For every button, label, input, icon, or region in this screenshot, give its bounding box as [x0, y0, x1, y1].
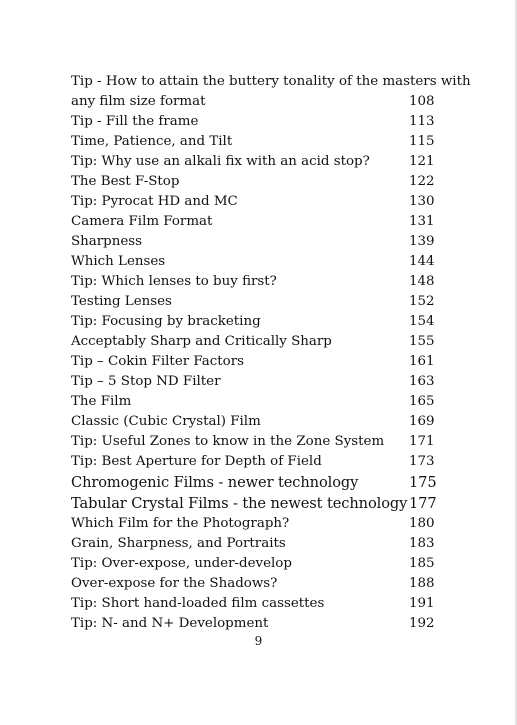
- toc-entry-page: 155: [409, 334, 435, 349]
- toc-entry[interactable]: [71, 594, 451, 614]
- toc-entry-page: 175: [409, 474, 437, 491]
- toc-entry-page: 113: [409, 114, 435, 129]
- toc-entry-title: Camera Film Format: [71, 214, 213, 229]
- toc-entry-title: Sharpness: [71, 234, 143, 249]
- toc-entry-title: Testing Lenses: [71, 294, 172, 309]
- toc-entry-title: Tip: Which lenses to buy first?: [71, 274, 277, 289]
- toc-entry-title: Tip: Short hand-loaded film cassettes: [71, 596, 325, 611]
- toc-entry[interactable]: [71, 192, 451, 212]
- toc-entry[interactable]: [71, 554, 451, 574]
- toc-entry-title: Tip – 5 Stop ND Filter: [71, 374, 221, 389]
- toc-entry-page: 148: [409, 274, 435, 289]
- toc-entry-title: The Best F-Stop: [71, 174, 180, 189]
- toc-entry-title: Grain, Sharpness, and Portraits: [71, 536, 286, 551]
- toc-entry[interactable]: [71, 212, 451, 232]
- toc-entry-page: 131: [409, 214, 435, 229]
- toc-entry[interactable]: [71, 172, 451, 192]
- toc-entry-title: Tabular Crystal Films - the newest technology: [71, 495, 408, 512]
- toc-entry-title: Which Film for the Photograph?: [71, 516, 290, 531]
- toc-entry-page: 169: [409, 414, 435, 429]
- toc-entry-page: 165: [409, 394, 435, 409]
- toc-entry[interactable]: [71, 92, 451, 112]
- toc-entry-page: 139: [409, 234, 435, 249]
- toc-entry-title: Tip: Over-expose, under-develop: [71, 556, 292, 571]
- toc-entry-page: 185: [409, 556, 435, 571]
- toc-entry[interactable]: [71, 412, 451, 432]
- toc-entry[interactable]: [71, 312, 451, 332]
- toc-entry[interactable]: [71, 452, 451, 472]
- toc-entry[interactable]: [71, 432, 451, 452]
- toc-entry-title: Classic (Cubic Crystal) Film: [71, 414, 261, 429]
- toc-entry[interactable]: [71, 352, 451, 372]
- toc-entry-page: 188: [409, 576, 435, 591]
- toc-entry[interactable]: [71, 614, 451, 634]
- toc-entry-title: Over-expose for the Shadows?: [71, 576, 278, 591]
- toc-entry-title: Tip: Useful Zones to know in the Zone System: [71, 434, 385, 449]
- toc-entry[interactable]: [71, 72, 471, 92]
- toc-entry-title: The Film: [71, 394, 132, 409]
- toc-entry-page: 191: [409, 596, 435, 611]
- toc-entry[interactable]: [71, 132, 451, 152]
- toc-entry[interactable]: [71, 332, 451, 352]
- toc-entry[interactable]: [71, 272, 451, 292]
- toc-entry-page: 171: [409, 434, 435, 449]
- toc-entry-page: 180: [409, 516, 435, 531]
- toc-entry[interactable]: [71, 292, 451, 312]
- toc-entry-title: Tip: Pyrocat HD and MC: [71, 194, 238, 209]
- toc-entry-title: Tip: Why use an alkali fix with an acid stop?: [71, 154, 370, 169]
- table-of-contents: [71, 72, 471, 634]
- toc-entry-title: any film size format: [71, 94, 206, 109]
- toc-entry-page: 161: [409, 354, 435, 369]
- toc-entry[interactable]: [71, 392, 451, 412]
- toc-entry-title: Tip: Best Aperture for Depth of Field: [71, 454, 322, 469]
- toc-entry-page: 163: [409, 374, 435, 389]
- toc-entry-title: Tip - Fill the frame: [71, 114, 199, 129]
- toc-entry-page: 130: [409, 194, 435, 209]
- toc-entry[interactable]: [71, 372, 451, 392]
- toc-entry[interactable]: [71, 252, 451, 272]
- toc-entry-title: Which Lenses: [71, 254, 166, 269]
- toc-entry-title: Chromogenic Films - newer technology: [71, 474, 359, 491]
- toc-entry-title: Tip: N- and N+ Development: [71, 616, 269, 631]
- toc-entry-page: 115: [409, 134, 435, 149]
- toc-entry-page: 183: [409, 536, 435, 551]
- toc-entry-title: Acceptably Sharp and Critically Sharp: [71, 334, 332, 349]
- toc-entry-page: 154: [409, 314, 435, 329]
- toc-entry-page: 192: [409, 616, 435, 631]
- toc-entry-page: 122: [409, 174, 435, 189]
- toc-entry-title: Tip - How to attain the buttery tonality of the masters with: [71, 74, 471, 89]
- page-number: 9: [254, 634, 263, 648]
- toc-entry-page: 173: [409, 454, 435, 469]
- toc-entry[interactable]: [71, 493, 451, 514]
- toc-entry-page: 121: [409, 154, 435, 169]
- toc-entry[interactable]: [71, 472, 451, 493]
- toc-entry-title: Tip – Cokin Filter Factors: [71, 354, 244, 369]
- toc-entry-title: Tip: Focusing by bracketing: [71, 314, 261, 329]
- toc-entry-title: Time, Patience, and Tilt: [71, 134, 233, 149]
- toc-entry[interactable]: [71, 112, 451, 132]
- toc-entry[interactable]: [71, 514, 451, 534]
- toc-entry-page: 108: [409, 94, 435, 109]
- toc-entry[interactable]: [71, 534, 451, 554]
- toc-entry[interactable]: [71, 232, 451, 252]
- toc-entry-page: 152: [409, 294, 435, 309]
- toc-entry[interactable]: [71, 574, 451, 594]
- toc-entry[interactable]: [71, 152, 451, 172]
- toc-entry-page: 144: [409, 254, 435, 269]
- toc-entry-page: 177: [409, 495, 437, 512]
